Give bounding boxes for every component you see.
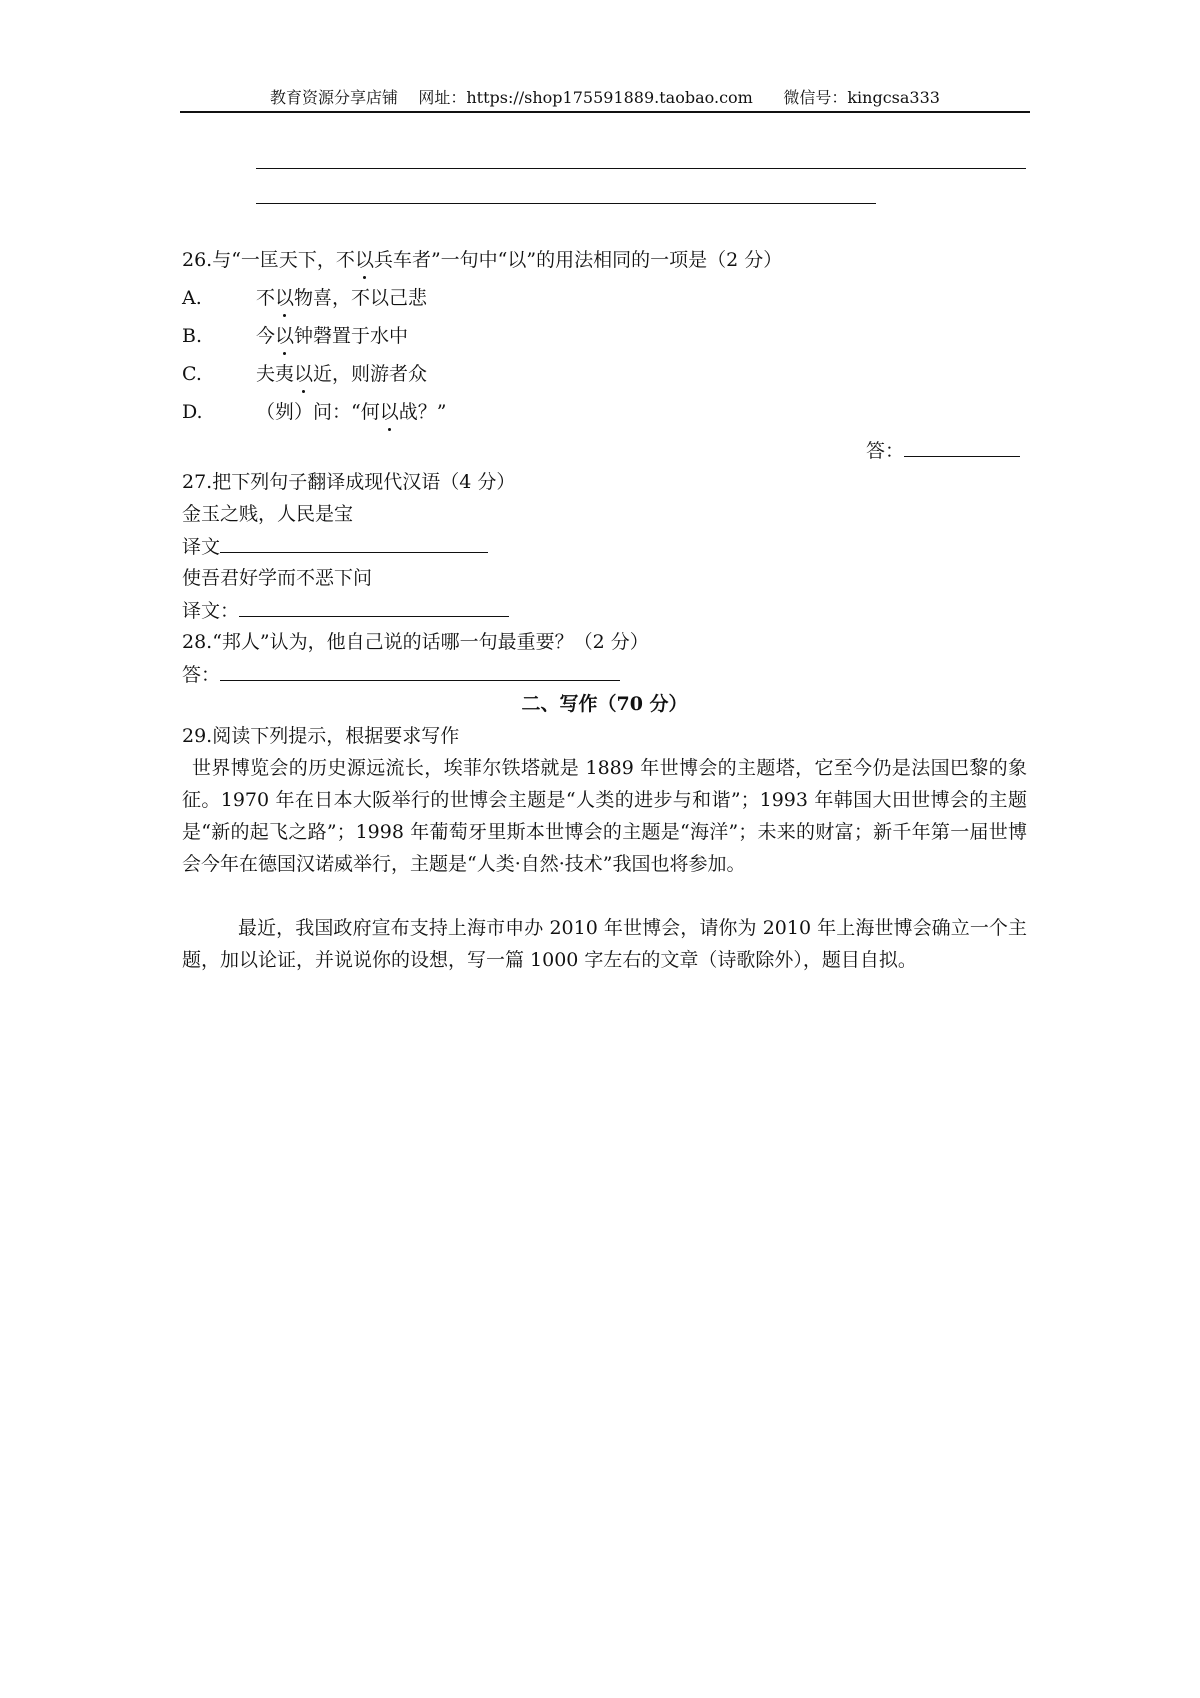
answer-blank[interactable] [904,436,1020,457]
option-text-post: 钟磬置于水中 [294,325,409,347]
answer-line-1 [256,168,1026,169]
option-letter: A. [182,287,202,309]
q26-title-prefix: 26.与“一匡天下，不 [182,249,355,271]
translation-blank[interactable] [239,596,509,617]
q29-title: 29.阅读下列提示，根据要求写作 [182,725,460,747]
q27-translation-1 [182,532,488,561]
q26-option-c [182,360,427,388]
option-emphasis-char: 以 [275,284,294,312]
option-text-post: 物喜，不以己悲 [294,287,428,309]
answer-label: 答： [866,440,905,462]
q27-title: 27.把下列句子翻译成现代汉语（4 分） [182,471,516,493]
option-text-pre: （刿）问：“何 [256,401,380,423]
q26-option-a [182,284,427,312]
translation-label: 译文： [182,600,240,622]
option-letter: B. [182,325,203,347]
q28-title: 28.“邦人”认为，他自己说的话哪一句最重要？（2 分） [182,631,649,653]
q26-answer [866,436,1020,465]
q26-option-b [182,322,408,350]
option-emphasis-char: 以 [380,398,399,426]
option-text-pre: 夫夷 [256,363,295,385]
option-text-post: 近，则游者众 [313,363,428,385]
q27-sentence-1: 金玉之贱，人民是宝 [182,503,354,525]
q26-option-d [182,398,446,426]
q27-sentence-2: 使吾君好学而不恶下问 [182,567,373,589]
q28-answer [182,660,620,689]
page-header: 教育资源分享店铺 网址：https://shop175591889.taobao.com 微信号：kingcsa333 [270,88,940,107]
q29-requirement-paragraph: 最近，我国政府宣布支持上海市申办 2010 年世博会，请你为 2010 年上海世博会确立一个主题，加以论证，并说说你的设想，写一篇 1000 字左右的文章（诗歌除外），题目自拟。 [182,917,1027,971]
header-rule [180,111,1030,113]
q26-title-suffix: 兵车者”一句中“以”的用法相同的一项是（2 分） [373,249,783,271]
q26-title [182,246,782,274]
option-text-pre: 今 [256,325,276,347]
option-text-pre: 不 [256,287,276,309]
section-writing-title: 二、写作（70 分） [521,693,688,715]
option-letter: D. [182,401,203,423]
q29-prompt-paragraph: 世界博览会的历史源远流长，埃菲尔铁塔就是 1889 年世博会的主题塔，它至今仍是法国巴黎的象征。1970 年在日本大阪举行的世博会主题是“人类的进步与和谐”；1993 年韩国大田世博会的主题是“新的起飞之路”；1998 年葡萄牙里斯本世博会的主题是“海洋”；未来的财富；新千年第一届世博会今年在德国汉诺威举行，主题是“人类·自然·技术”我国也将参加。 [182,757,1027,875]
translation-blank[interactable] [220,532,488,553]
translation-label: 译文 [182,536,221,558]
option-emphasis-char: 以 [275,322,294,350]
option-emphasis-char: 以 [294,360,313,388]
answer-blank[interactable] [220,660,620,681]
q27-translation-2 [182,596,509,625]
option-letter: C. [182,363,202,385]
answer-line-2 [256,203,876,204]
q26-emphasis-char: 以 [355,246,374,274]
answer-label: 答： [182,664,221,686]
option-text-post: 战？” [398,401,447,423]
